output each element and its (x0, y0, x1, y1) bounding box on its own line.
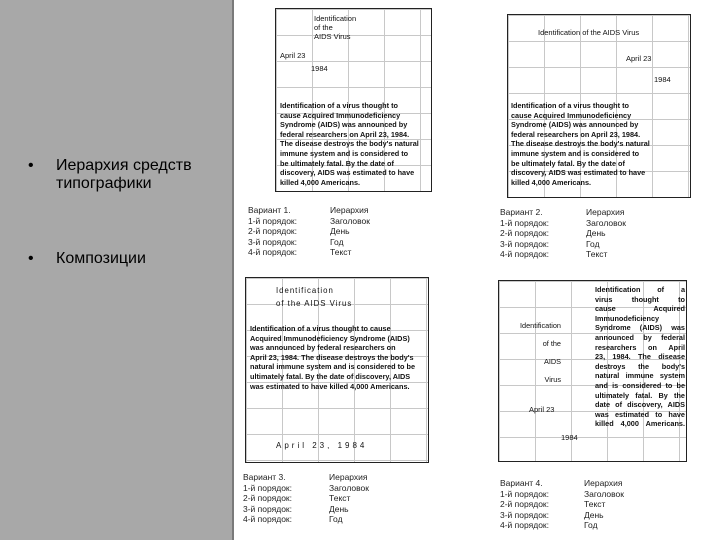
variant1-layout-grid (275, 8, 432, 192)
variant3-body-text: Identification of a virus thought to cause Acquired Immunodeficiency Syndrome (AIDS) was announced by federal researchers on April 23, 1984. The disease destroys the body's natural immune system and is considered to be ultimately fatal. By the date of discovery, AIDS was estimated to have killed 4,000 Americans. (250, 324, 416, 391)
variant2-row-value: Год (586, 238, 600, 249)
variant1-row-value: Иерархия (330, 205, 369, 215)
variant2-layout-grid (507, 14, 691, 198)
variant4-layout-grid (498, 280, 687, 462)
variant2-row-value: Текст (586, 249, 608, 259)
variant4-hierarchy-table (500, 478, 654, 531)
variant4-row-value: Год (584, 520, 598, 530)
variant3-row-label: 1-й порядок: (243, 482, 292, 493)
variant1-body-text: Identification of a virus thought to cause Acquired Immunodeficiency Syndrome (AIDS) was announced by federal researchers on April 23, 1984. The disease destroys the body's natural immune system and is considered to be ultimately fatal. By the date of discovery, AIDS was estimated to have killed 4,000 Americans. (280, 101, 419, 187)
variant3-row-label: Вариант 3. (243, 472, 286, 482)
variant4-row-label: Вариант 4. (500, 478, 543, 488)
variant2-date: April 23 (626, 54, 652, 63)
variant1-row-value: Текст (330, 247, 352, 257)
variant2-row-value: Заголовок (586, 217, 626, 228)
variant1-row-label: 3-й порядок: (248, 236, 297, 247)
variant2-heading: Identification of the AIDS Virus (538, 28, 640, 37)
variant3-hierarchy-table (243, 472, 399, 525)
bullet-item-hierarchy (28, 157, 196, 193)
variant4-row-label: 1-й порядок: (500, 488, 549, 499)
variant2-year: 1984 (654, 75, 671, 84)
variant3-date: April 23, 1984 (276, 441, 368, 450)
variant4-row-value: День (584, 509, 604, 520)
variant4-row-value: Текст (584, 499, 606, 509)
variant1-row-value: День (330, 226, 350, 236)
variant2-row-label: 3-й порядок: (500, 238, 549, 249)
variant3-row-label: 3-й порядок: (243, 503, 292, 514)
variant1-heading: Identification of the AIDS Virus (314, 14, 357, 41)
variant4-heading: Identification of the AIDS Virus (520, 321, 561, 384)
variant2-row-label: 1-й порядок: (500, 217, 549, 228)
bullet-marker: • (28, 157, 34, 174)
variant1-row-label: Вариант 1. (248, 205, 291, 215)
variant3-row-label: 4-й порядок: (243, 514, 292, 524)
variant4-date: April 23 (529, 405, 555, 414)
variant1-row-value: Заголовок (330, 215, 370, 226)
variant1-row-value: Год (330, 236, 344, 247)
variant4-row-value: Иерархия (584, 478, 623, 488)
variant2-row-label: 2-й порядок: (500, 228, 549, 238)
variant4-year: 1984 (561, 433, 578, 442)
variant3-row-value: Иерархия (329, 472, 368, 482)
variant2-body-text: Identification of a virus thought to cause Acquired Immunodeficiency Syndrome (AIDS) was announced by federal researchers on April 23, 1984. The disease destroys the body's natural immune system and is considered to be ultimately fatal. By the date of discovery, AIDS was estimated to have killed 4,000 Americans. (511, 101, 650, 187)
variant3-row-value: Заголовок (329, 482, 369, 493)
bullet-text-hierarchy: Иерархия средств типографики (56, 157, 192, 192)
variant3-heading: Identification of the AIDS Virus (276, 286, 353, 308)
variant3-row-value: Текст (329, 493, 351, 503)
variant1-row-label: 4-й порядок: (248, 247, 297, 257)
variant4-row-label: 2-й порядок: (500, 499, 549, 509)
variant2-row-value: Иерархия (586, 207, 625, 217)
variant3-row-value: Год (329, 514, 343, 524)
variant2-hierarchy-table (500, 207, 656, 260)
variant4-row-value: Заголовок (584, 488, 624, 499)
variant1-row-label: 2-й порядок: (248, 226, 297, 236)
panel-divider (232, 0, 234, 540)
variant3-layout-grid (245, 277, 429, 463)
variant2-row-label: 4-й порядок: (500, 249, 549, 259)
left-panel (0, 0, 232, 540)
variant1-row-label: 1-й порядок: (248, 215, 297, 226)
variant1-hierarchy-table (248, 205, 400, 258)
variant4-body-text: Identification of a virus thought to cause Acquired Immunodeficiency Syndrome (AIDS) was announced by federal researchers on April 23, 1984. The disease destroys the body's natural immune system and is considered to be ultimately fatal. By the date of discovery, AIDS was estimated to have killed 4,000 Americans. (595, 285, 685, 429)
variant4-row-label: 3-й порядок: (500, 509, 549, 520)
variant4-row-label: 4-й порядок: (500, 520, 549, 530)
variant1-date: April 23 (280, 51, 306, 60)
bullet-item-compositions (28, 250, 196, 268)
bullet-text-compositions: Композиции (56, 250, 146, 267)
variant2-row-label: Вариант 2. (500, 207, 543, 217)
variant2-row-value: День (586, 228, 606, 238)
bullet-marker: • (28, 250, 34, 267)
variant3-row-value: День (329, 503, 349, 514)
variant3-row-label: 2-й порядок: (243, 493, 292, 503)
variant1-year: 1984 (311, 64, 328, 73)
